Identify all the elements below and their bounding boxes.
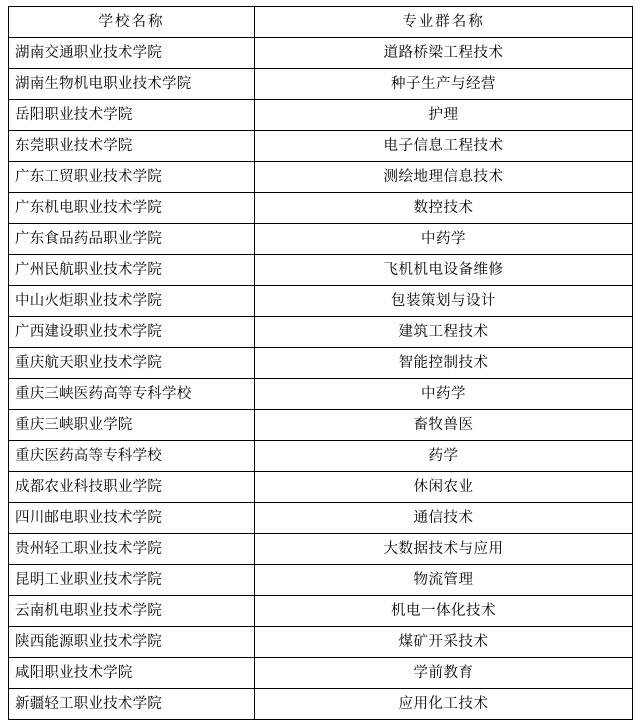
cell-major-group-name: 建筑工程技术: [255, 317, 633, 348]
cell-major-group-name: 测绘地理信息技术: [255, 162, 633, 193]
cell-school-name: 中山火炬职业技术学院: [9, 286, 255, 317]
table-row: [9, 689, 633, 720]
cell-school-name: 重庆三峡医药高等专科学校: [9, 379, 255, 410]
cell-school-name: 广东工贸职业技术学院: [9, 162, 255, 193]
cell-school-name: 成都农业科技职业学院: [9, 472, 255, 503]
column-header-school: 学校名称: [9, 7, 255, 38]
table-row: [9, 627, 633, 658]
table-row: [9, 658, 633, 689]
cell-major-group-name: 通信技术: [255, 503, 633, 534]
cell-major-group-name: 包装策划与设计: [255, 286, 633, 317]
table-row: [9, 131, 633, 162]
cell-major-group-name: 煤矿开采技术: [255, 627, 633, 658]
cell-major-group-name: 中药学: [255, 224, 633, 255]
cell-school-name: 昆明工业职业技术学院: [9, 565, 255, 596]
table-row: [9, 38, 633, 69]
table-row: [9, 379, 633, 410]
table-row: [9, 162, 633, 193]
table-body: [9, 38, 633, 720]
cell-school-name: 广东机电职业技术学院: [9, 193, 255, 224]
cell-major-group-name: 休闲农业: [255, 472, 633, 503]
cell-major-group-name: 种子生产与经营: [255, 69, 633, 100]
cell-school-name: 重庆航天职业技术学院: [9, 348, 255, 379]
table-row: [9, 317, 633, 348]
cell-school-name: 新疆轻工职业技术学院: [9, 689, 255, 720]
cell-major-group-name: 智能控制技术: [255, 348, 633, 379]
table-row: [9, 286, 633, 317]
cell-school-name: 陕西能源职业技术学院: [9, 627, 255, 658]
cell-school-name: 重庆医药高等专科学校: [9, 441, 255, 472]
cell-school-name: 广西建设职业技术学院: [9, 317, 255, 348]
cell-major-group-name: 学前教育: [255, 658, 633, 689]
table-row: [9, 255, 633, 286]
cell-major-group-name: 道路桥梁工程技术: [255, 38, 633, 69]
table-row: [9, 472, 633, 503]
table-row: [9, 69, 633, 100]
cell-school-name: 重庆三峡职业学院: [9, 410, 255, 441]
cell-school-name: 岳阳职业技术学院: [9, 100, 255, 131]
cell-major-group-name: 物流管理: [255, 565, 633, 596]
cell-major-group-name: 应用化工技术: [255, 689, 633, 720]
cell-school-name: 云南机电职业技术学院: [9, 596, 255, 627]
cell-school-name: 咸阳职业技术学院: [9, 658, 255, 689]
table-row: [9, 224, 633, 255]
cell-major-group-name: 护理: [255, 100, 633, 131]
table-row: [9, 100, 633, 131]
table-row: [9, 596, 633, 627]
table-row: [9, 441, 633, 472]
table-header: [9, 7, 633, 38]
table-row: [9, 193, 633, 224]
cell-major-group-name: 机电一体化技术: [255, 596, 633, 627]
cell-school-name: 四川邮电职业技术学院: [9, 503, 255, 534]
cell-school-name: 贵州轻工职业技术学院: [9, 534, 255, 565]
cell-major-group-name: 电子信息工程技术: [255, 131, 633, 162]
cell-school-name: 东莞职业技术学院: [9, 131, 255, 162]
cell-major-group-name: 数控技术: [255, 193, 633, 224]
cell-school-name: 湖南交通职业技术学院: [9, 38, 255, 69]
cell-school-name: 广东食品药品职业学院: [9, 224, 255, 255]
cell-major-group-name: 大数据技术与应用: [255, 534, 633, 565]
table-row: [9, 503, 633, 534]
school-major-table: [8, 6, 633, 720]
cell-school-name: 广州民航职业技术学院: [9, 255, 255, 286]
table-row: [9, 534, 633, 565]
cell-major-group-name: 药学: [255, 441, 633, 472]
table-row: [9, 565, 633, 596]
column-header-major: 专业群名称: [255, 7, 633, 38]
table-row: [9, 410, 633, 441]
table-header-row: [9, 7, 633, 38]
cell-major-group-name: 畜牧兽医: [255, 410, 633, 441]
cell-school-name: 湖南生物机电职业技术学院: [9, 69, 255, 100]
cell-major-group-name: 飞机机电设备维修: [255, 255, 633, 286]
cell-major-group-name: 中药学: [255, 379, 633, 410]
table-row: [9, 348, 633, 379]
